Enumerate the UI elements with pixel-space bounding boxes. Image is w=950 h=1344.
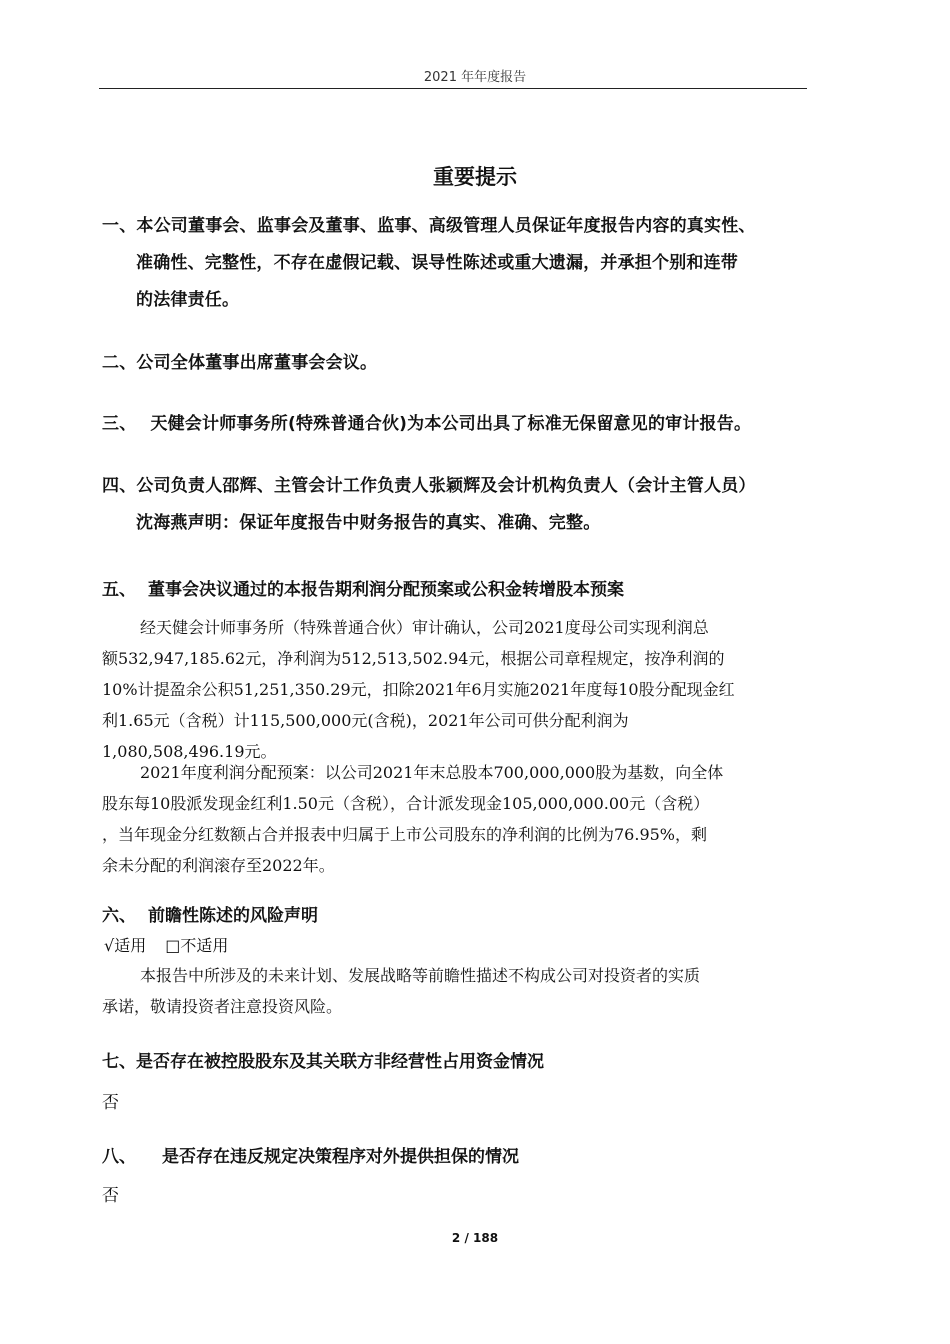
paragraph-line: 承诺，敬请投资者注意投资风险。 [102, 997, 343, 1016]
answer-text: 否 [102, 1093, 119, 1113]
paragraph-line: 本报告中所涉及的未来计划、发展战略等前瞻性描述不构成公司对投资者的实质 [140, 966, 701, 985]
section-heading-8 [102, 1142, 519, 1167]
item-text-line: 的法律责任。 [136, 290, 240, 310]
applicability-options [104, 933, 242, 956]
paragraph-line: 利1.65元（含税）计115,500,000元(含税)，2021年公司可供分配利润为 [102, 711, 629, 730]
section-heading-5 [102, 575, 624, 600]
paragraph-line: ，当年现金分红数额占合并报表中归属于上市公司股东的净利润的比例为76.95%，剩 [102, 825, 708, 844]
item-text-line: 本公司董事会、监事会及董事、监事、高级管理人员保证年度报告内容的真实性、 [136, 216, 756, 236]
item-number: 六、 [102, 906, 136, 926]
item-number: 七、 [102, 1052, 136, 1072]
notice-item-4 [102, 468, 814, 542]
profit-distribution-paragraph [102, 612, 812, 767]
paragraph-line: 股东每10股派发现金红利1.50元（含税），合计派发现金105,000,000.00元（含税） [102, 794, 710, 813]
running-header: 2021 年年度报告 [423, 70, 527, 85]
item-number: 二、 [102, 353, 137, 373]
item-text-line: 准确性、完整性，不存在虚假记载、误导性陈述或重大遗漏，并承担个别和连带 [136, 253, 738, 273]
page-number: 2 / 188 [451, 1231, 499, 1245]
section-heading-text: 是否存在违反规定决策程序对外提供担保的情况 [162, 1147, 519, 1167]
answer-text: 否 [102, 1186, 119, 1206]
paragraph-line: 10%计提盈余公积51,251,350.29元，扣除2021年6月实施2021年度每10股分配现金红 [102, 680, 735, 699]
section-heading-text: 是否存在被控股股东及其关联方非经营性占用资金情况 [136, 1052, 544, 1072]
paragraph-line: 经天健会计师事务所（特殊普通合伙）审计确认，公司2021度母公司实现利润总 [140, 618, 709, 637]
item-text-line: 公司负责人邵辉、主管会计工作负责人张颖辉及会计机构负责人（会计主管人员） [136, 476, 756, 496]
notice-item-3 [102, 406, 814, 443]
paragraph-line: 余未分配的利润滚存至2022年。 [102, 856, 335, 875]
item-number: 四、 [102, 476, 137, 496]
item-number: 三、 [102, 414, 137, 434]
option-not-applicable: □不适用 [165, 936, 229, 955]
item-number: 五、 [102, 580, 136, 600]
risk-statement-paragraph [102, 960, 812, 1022]
distribution-plan-paragraph [102, 757, 812, 881]
item-text-line: 沈海燕声明：保证年度报告中财务报告的真实、准确、完整。 [136, 513, 601, 533]
item-text: 天健会计师事务所(特殊普通合伙)为本公司出具了标准无保留意见的审计报告。 [150, 414, 752, 434]
paragraph-line: 2021年度利润分配预案：以公司2021年末总股本700,000,000股为基数，向全体 [140, 763, 724, 782]
section-heading-text: 董事会决议通过的本报告期利润分配预案或公积金转增股本预案 [148, 580, 624, 600]
notice-item-1 [102, 208, 814, 319]
notice-item-2 [102, 345, 814, 382]
section-heading-text: 前瞻性陈述的风险声明 [148, 906, 318, 926]
section-heading-7 [102, 1047, 544, 1072]
option-applicable-checked: √适用 [104, 936, 147, 955]
item-number: 八、 [102, 1147, 136, 1167]
page-title: 重要提示 [433, 165, 517, 189]
section-heading-6 [102, 901, 318, 926]
item-number: 一、 [102, 216, 137, 236]
header-divider [99, 88, 807, 89]
paragraph-line: 1,080,508,496.19元。 [102, 742, 277, 761]
item-text: 公司全体董事出席董事会会议。 [136, 353, 378, 373]
paragraph-line: 额532,947,185.62元，净利润为512,513,502.94元，根据公司章程规定，按净利润的 [102, 649, 725, 668]
